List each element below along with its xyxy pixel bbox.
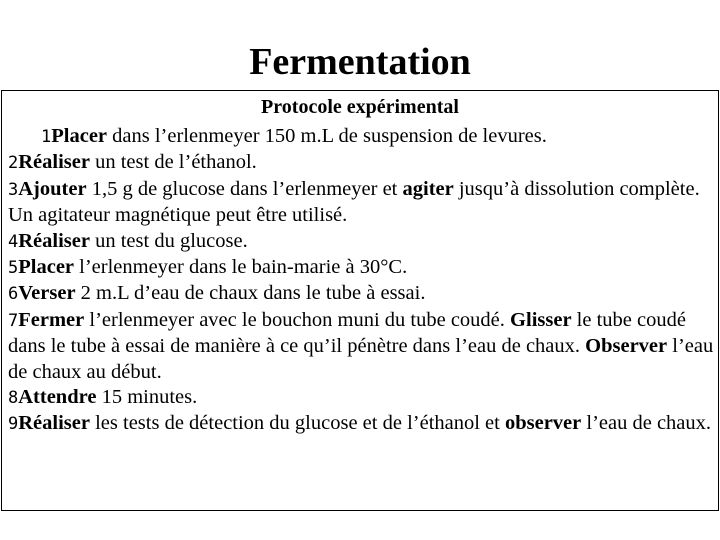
protocol-step (8, 124, 716, 150)
step-action-verb: agiter (402, 177, 454, 200)
step-text: le tube coudé dans le tube à essai de manière à ce qu’il pénètre dans l’eau de chaux. (8, 308, 686, 358)
protocol-box (1, 90, 719, 511)
step-text: jusqu’à dissolution complète. Un agitateur magnétique peut être utilisé. (8, 177, 700, 227)
step-action-verb: Réaliser (18, 412, 90, 435)
step-text: l’eau de chaux. (581, 412, 712, 435)
step-number: 1 (41, 127, 52, 147)
step-number: 8 (8, 388, 19, 409)
step-action-verb: Ajouter (18, 177, 87, 200)
step-action-verb: Fermer (18, 308, 85, 331)
step-action-verb: Réaliser (18, 151, 90, 174)
step-action-verb: Placer (51, 125, 108, 147)
page-title: Fermentation (249, 41, 471, 83)
step-number: 6 (8, 284, 19, 305)
step-text: l’erlenmeyer dans le bain-marie à 30°C. (74, 256, 408, 279)
step-text: les tests de détection du glucose et de l’éthanol et (89, 412, 505, 435)
protocol-heading-text: Protocole expérimental (261, 96, 459, 118)
step-action-verb: observer (504, 412, 582, 435)
step-number: 2 (8, 153, 19, 174)
step-action-verb: Verser (18, 282, 76, 305)
protocol-step (8, 281, 716, 307)
step-text: 2 m.L d’eau de chaux dans le tube à essai. (75, 282, 426, 305)
protocol-heading (2, 95, 718, 119)
step-number: 4 (8, 231, 19, 252)
step-text: dans l’erlenmeyer 150 m.L de suspension de levures. (107, 125, 547, 147)
step-text: un test du glucose. (89, 229, 248, 252)
step-text: l’erlenmeyer avec le bouchon muni du tube coudé. (84, 308, 511, 331)
step-text: un test de l’éthanol. (89, 151, 257, 174)
step-action-verb: Glisser (510, 308, 572, 331)
step-action-verb: Observer (585, 335, 668, 358)
step-text: 15 minutes. (96, 386, 198, 409)
step-action-verb: Réaliser (18, 229, 90, 252)
protocol-step (8, 150, 716, 176)
protocol-steps (8, 124, 716, 438)
step-action-verb: Placer (18, 256, 75, 279)
protocol-step (8, 411, 716, 437)
step-text: 1,5 g de glucose dans l’erlenmeyer et (86, 177, 403, 200)
protocol-step (8, 229, 716, 255)
protocol-step (8, 177, 716, 229)
protocol-step (8, 308, 716, 385)
step-number: 9 (8, 414, 19, 435)
step-action-verb: Attendre (18, 386, 97, 409)
step-text: l’eau de chaux au début. (8, 335, 714, 383)
protocol-step (8, 385, 716, 411)
step-number: 5 (8, 258, 19, 279)
step-number: 3 (8, 179, 19, 200)
protocol-step (8, 255, 716, 281)
step-number: 7 (8, 310, 19, 331)
